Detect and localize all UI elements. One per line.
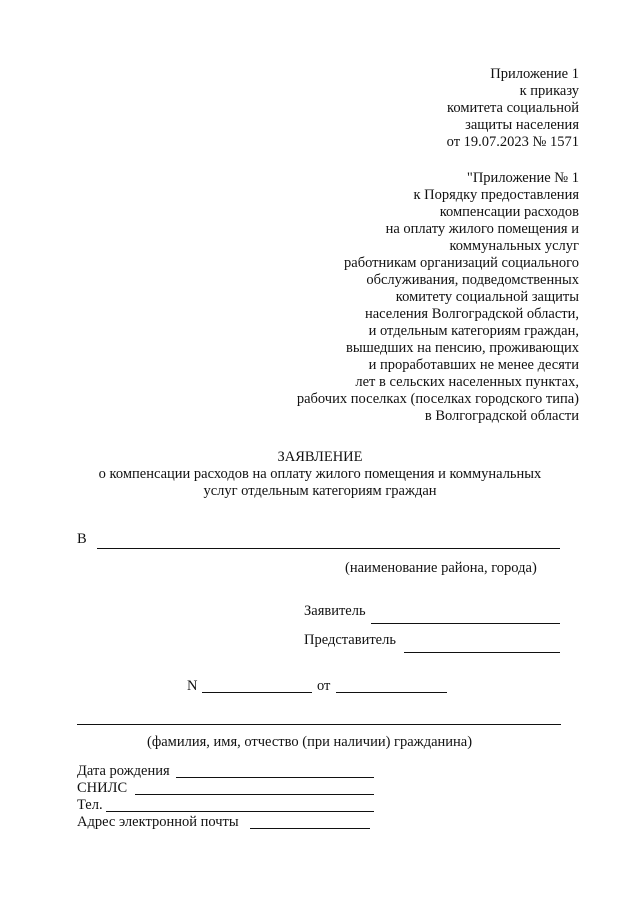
applicant-label: Заявитель bbox=[304, 603, 366, 619]
annex-order-line: к приказу bbox=[519, 83, 579, 99]
annex-procedure-line: компенсации расходов bbox=[439, 204, 579, 220]
annex-procedure-line: и отдельным категориям граждан, bbox=[368, 323, 579, 339]
annex-order-line: Приложение 1 bbox=[490, 66, 579, 82]
snils-field-line[interactable] bbox=[135, 794, 374, 795]
document-title: ЗАЯВЛЕНИЕ bbox=[277, 449, 363, 465]
representative-field-line[interactable] bbox=[404, 652, 560, 653]
birth-date-field-line[interactable] bbox=[176, 777, 374, 778]
annex-procedure-block bbox=[297, 170, 579, 425]
number-prefix: N bbox=[187, 678, 198, 694]
annex-procedure-line: в Волгоградской области bbox=[424, 408, 579, 424]
region-field-line[interactable] bbox=[97, 548, 560, 549]
document-subtitle-line2: услуг отдельным категориям граждан bbox=[203, 483, 437, 499]
applicant-field-line[interactable] bbox=[371, 623, 560, 624]
annex-procedure-line: комитету социальной защиты bbox=[395, 289, 579, 305]
to-prefix: В bbox=[77, 531, 87, 547]
annex-procedure-line: "Приложение № 1 bbox=[466, 170, 579, 186]
annex-procedure-line: лет в сельских населенных пунктах, bbox=[355, 374, 579, 390]
phone-label: Тел. bbox=[77, 797, 103, 813]
annex-order-line: от 19.07.2023 № 1571 bbox=[446, 134, 579, 150]
snils-label: СНИЛС bbox=[77, 780, 128, 796]
birth-date-label: Дата рождения bbox=[77, 763, 170, 779]
region-caption: (наименование района, города) bbox=[345, 560, 537, 576]
annex-procedure-line: коммунальных услуг bbox=[449, 238, 579, 254]
annex-procedure-line: и проработавших не менее десяти bbox=[368, 357, 579, 373]
annex-procedure-line: обслуживания, подведомственных bbox=[366, 272, 579, 288]
document-subtitle-line1: о компенсации расходов на оплату жилого помещения и коммунальных bbox=[98, 466, 542, 482]
annex-order-block bbox=[447, 66, 579, 151]
annex-order-line: комитета социальной bbox=[447, 100, 579, 116]
full-name-caption: (фамилия, имя, отчество (при наличии) гражданина) bbox=[147, 734, 473, 750]
annex-procedure-line: населения Волгоградской области, bbox=[364, 306, 579, 322]
date-field-line[interactable] bbox=[336, 692, 447, 693]
email-field-line[interactable] bbox=[250, 828, 370, 829]
annex-procedure-line: к Порядку предоставления bbox=[413, 187, 579, 203]
phone-field-line[interactable] bbox=[106, 811, 374, 812]
annex-procedure-line: работникам организаций социального bbox=[344, 255, 579, 271]
annex-order-line: защиты населения bbox=[465, 117, 579, 133]
annex-procedure-line: на оплату жилого помещения и bbox=[385, 221, 579, 237]
email-label: Адрес электронной почты bbox=[77, 814, 239, 830]
from-label: от bbox=[317, 678, 331, 694]
representative-label: Представитель bbox=[304, 632, 396, 648]
number-field-line[interactable] bbox=[202, 692, 312, 693]
annex-procedure-line: вышедших на пенсию, проживающих bbox=[345, 340, 579, 356]
full-name-field-line[interactable] bbox=[77, 724, 561, 725]
annex-procedure-line: рабочих поселках (поселках городского типа) bbox=[296, 391, 579, 407]
